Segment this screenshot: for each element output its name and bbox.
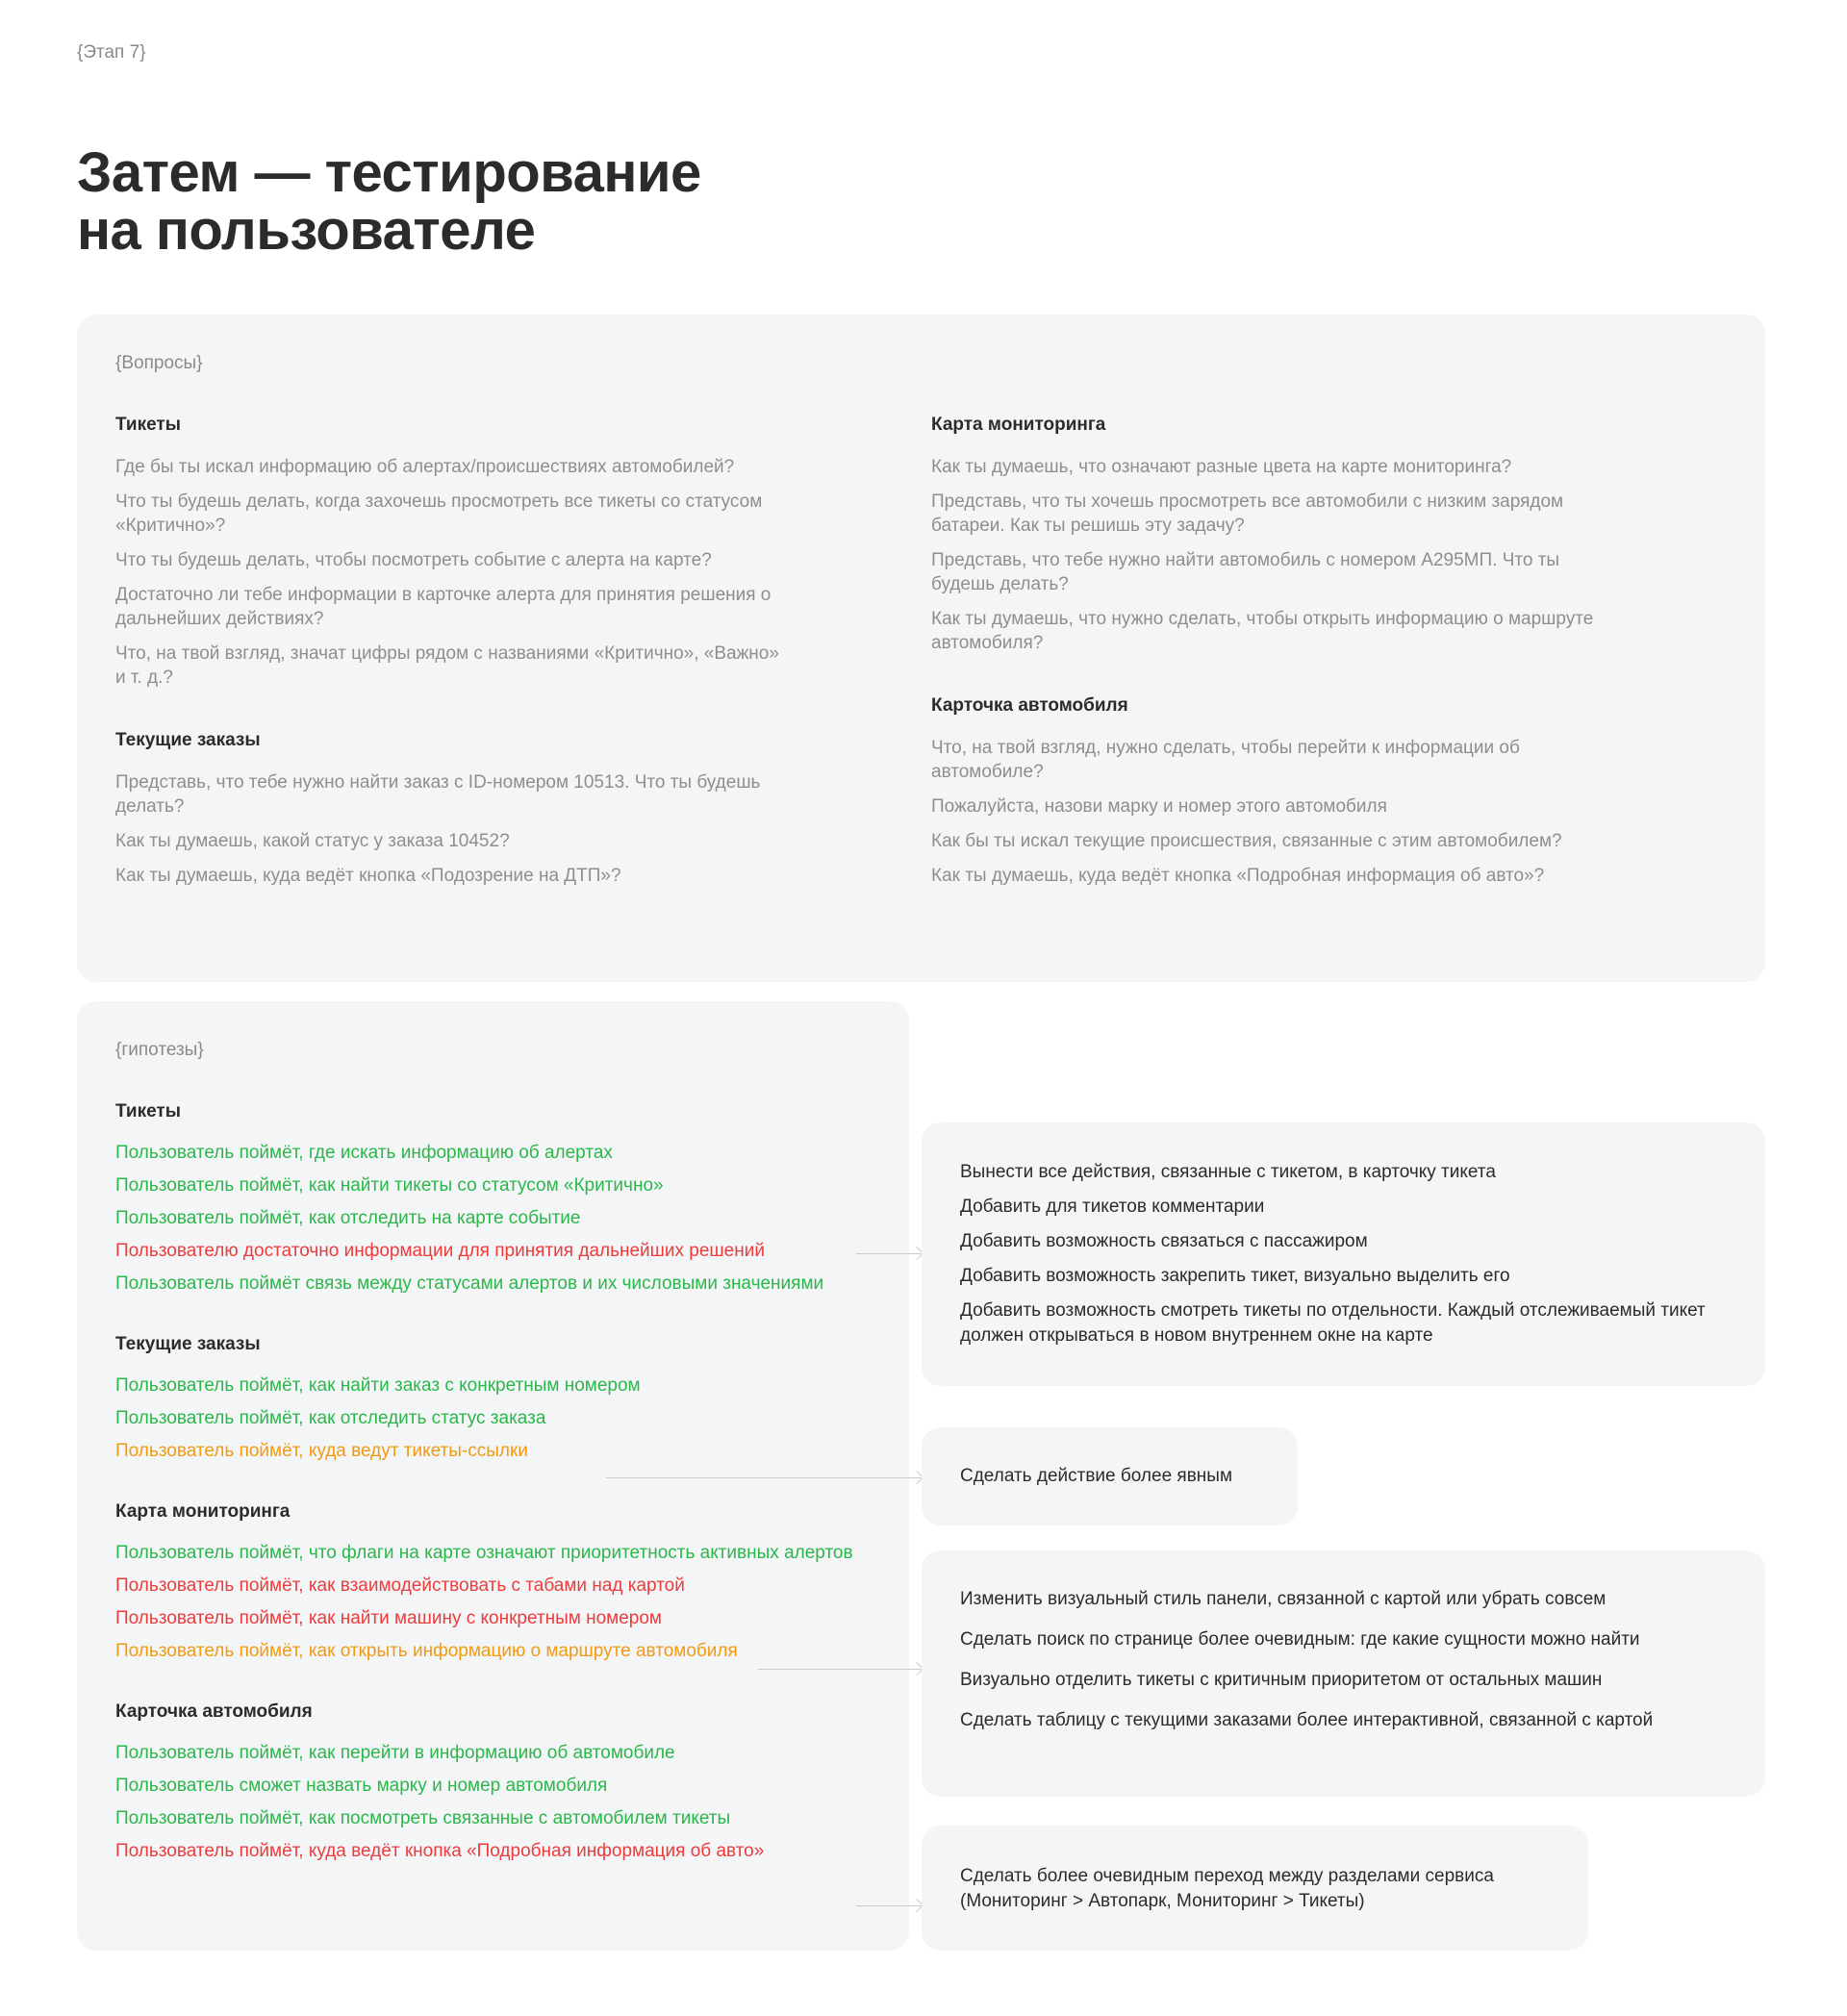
hypothesis-item: Пользователь сможет назвать марку и номер автомобиля (115, 1776, 608, 1796)
recommendation-item: Сделать поиск по странице более очевидным: где какие сущности можно найти (960, 1629, 1640, 1650)
question-item: Представь, что ты хочешь просмотреть все автомобили с низким зарядом батареи. Как ты решишь эту задачу? (931, 491, 1564, 536)
recommendation-item: Добавить для тикетов комментарии (960, 1197, 1265, 1217)
stage-label: {Этап 7} (77, 42, 146, 63)
question-group-title: Тикеты (115, 415, 181, 435)
hypothesis-group-title: Карта мониторинга (115, 1501, 291, 1522)
hypothesis-group-current-orders (115, 1332, 885, 1463)
question-group-car-card (931, 693, 1595, 888)
recommendation-item: Сделать таблицу с текущими заказами более интерактивной, связанной с картой (960, 1710, 1654, 1730)
recommendation-item: Добавить возможность связаться с пассажиром (960, 1231, 1368, 1251)
page-title (77, 141, 701, 262)
recommendation-card-tickets (922, 1122, 1765, 1386)
hypotheses-column (115, 1099, 885, 1900)
questions-tag: {Вопросы} (115, 353, 203, 373)
question-item: Как бы ты искал текущие происшествия, связанные с этим автомобилем? (931, 831, 1562, 851)
recommendation-list (960, 1160, 1739, 1358)
recommendation-item: Сделать более очевидным переход между разделами сервиса (Мониторинг > Автопарк, Мониторинг > Тикеты) (960, 1866, 1494, 1911)
hypothesis-group-tickets (115, 1099, 885, 1296)
questions-card (77, 315, 1765, 982)
recommendation-list (960, 1864, 1537, 1924)
recommendation-card-orders (922, 1427, 1298, 1525)
question-item: Как ты думаешь, какой статус у заказа 10452? (115, 831, 510, 851)
arrow-connector (758, 1669, 922, 1670)
hypothesis-item: Пользователь поймёт, как найти тикеты со статусом «Критично» (115, 1175, 664, 1196)
recommendation-item: Изменить визуальный стиль панели, связанной с картой или убрать совсем (960, 1589, 1607, 1609)
hypothesis-group-title: Тикеты (115, 1101, 181, 1121)
page-title-line-2: на пользователе (77, 199, 536, 262)
question-list (931, 455, 1595, 655)
hypothesis-item: Пользователь поймёт, как открыть информацию о маршруте автомобиля (115, 1641, 738, 1661)
question-item: Представь, что тебе нужно найти заказ с ID-номером 10513. Что ты будешь делать? (115, 772, 761, 817)
questions-left-column (115, 413, 779, 926)
hypothesis-item: Пользователь поймёт, как посмотреть связанные с автомобилем тикеты (115, 1808, 731, 1828)
hypothesis-item: Пользователь поймёт, как взаимодействовать с табами над картой (115, 1575, 685, 1596)
question-group-monitoring-map (931, 413, 1595, 655)
recommendation-item: Визуально отделить тикеты с критичным приоритетом от остальных машин (960, 1670, 1603, 1690)
question-item: Что ты будешь делать, когда захочешь просмотреть все тикеты со статусом «Критично»? (115, 491, 763, 536)
question-item: Что ты будешь делать, чтобы посмотреть событие с алерта на карте? (115, 550, 712, 570)
hypothesis-group-car-card (115, 1700, 885, 1863)
hypothesis-item: Пользователь поймёт, как перейти в информацию об автомобиле (115, 1743, 675, 1763)
hypothesis-item: Пользователь поймёт, куда ведёт кнопка «Подробная информация об авто» (115, 1841, 765, 1861)
arrow-connector (856, 1253, 922, 1254)
question-group-tickets (115, 413, 779, 690)
hypothesis-list (115, 1142, 885, 1296)
recommendation-item: Добавить возможность смотреть тикеты по отдельности. Каждый отслеживаемый тикет должен открываться в новом внутреннем окне на карте (960, 1300, 1706, 1346)
hypothesis-list (115, 1742, 885, 1863)
hypothesis-list (115, 1542, 885, 1663)
hypothesis-item: Пользователь поймёт, как найти заказ с конкретным номером (115, 1375, 641, 1396)
hypothesis-item: Пользователь поймёт, что флаги на карте означают приоритетность активных алертов (115, 1543, 853, 1563)
hypothesis-group-title: Текущие заказы (115, 1334, 261, 1354)
question-group-current-orders (115, 728, 779, 888)
question-item: Достаточно ли тебе информации в карточке алерта для принятия решения о дальнейших действиях? (115, 585, 772, 629)
hypotheses-card (77, 1001, 909, 1951)
question-item: Что, на твой взгляд, нужно сделать, чтобы перейти к информации об автомобиле? (931, 738, 1520, 782)
questions-right-column (931, 413, 1595, 926)
hypothesis-item: Пользователь поймёт связь между статусами алертов и их числовыми значениями (115, 1273, 824, 1294)
recommendation-list (960, 1587, 1730, 1743)
recommendation-card-map (922, 1550, 1765, 1797)
arrow-connector (856, 1905, 922, 1906)
recommendation-item: Сделать действие более явным (960, 1466, 1233, 1486)
question-list (115, 455, 779, 690)
hypothesis-group-title: Карточка автомобиля (115, 1701, 313, 1722)
question-item: Как ты думаешь, куда ведёт кнопка «Подозрение на ДТП»? (115, 866, 621, 886)
hypothesis-item: Пользователь поймёт, как найти машину с конкретным номером (115, 1608, 662, 1628)
question-group-title: Карточка автомобиля (931, 695, 1128, 716)
question-list (115, 770, 779, 888)
question-item: Что, на твой взгляд, значат цифры рядом с названиями «Критично», «Важно» и т. д.? (115, 643, 779, 688)
hypotheses-tag: {гипотезы} (115, 1040, 204, 1060)
question-item: Как ты думаешь, что нужно сделать, чтобы открыть информацию о маршруте автомобиля? (931, 609, 1594, 653)
arrow-connector (606, 1477, 922, 1478)
question-item: Где бы ты искал информацию об алертах/происшествиях автомобилей? (115, 457, 735, 477)
hypothesis-list (115, 1374, 885, 1463)
question-group-title: Текущие заказы (115, 730, 261, 750)
recommendation-card-car (922, 1826, 1588, 1951)
question-group-title: Карта мониторинга (931, 415, 1106, 435)
question-item: Представь, что тебе нужно найти автомобиль с номером А295МП. Что ты будешь делать? (931, 550, 1560, 594)
question-item: Как ты думаешь, что означают разные цвета на карте мониторинга? (931, 457, 1512, 477)
recommendation-list (960, 1464, 1278, 1499)
hypothesis-item: Пользователь поймёт, куда ведут тикеты-ссылки (115, 1441, 528, 1461)
question-item: Пожалуйста, назови марку и номер этого автомобиля (931, 796, 1387, 817)
question-list (931, 736, 1595, 888)
hypothesis-item: Пользователь поймёт, как отследить на карте событие (115, 1208, 581, 1228)
question-item: Как ты думаешь, куда ведёт кнопка «Подробная информация об авто»? (931, 866, 1545, 886)
hypothesis-group-monitoring-map (115, 1499, 885, 1663)
hypothesis-item: Пользователь поймёт, как отследить статус заказа (115, 1408, 546, 1428)
recommendation-item: Вынести все действия, связанные с тикетом, в карточку тикета (960, 1162, 1496, 1182)
hypothesis-item: Пользователю достаточно информации для принятия дальнейших решений (115, 1241, 765, 1261)
page-title-line-1: Затем — тестирование (77, 141, 701, 204)
recommendation-item: Добавить возможность закрепить тикет, визуально выделить его (960, 1266, 1510, 1286)
hypothesis-item: Пользователь поймёт, где искать информацию об алертах (115, 1143, 613, 1163)
